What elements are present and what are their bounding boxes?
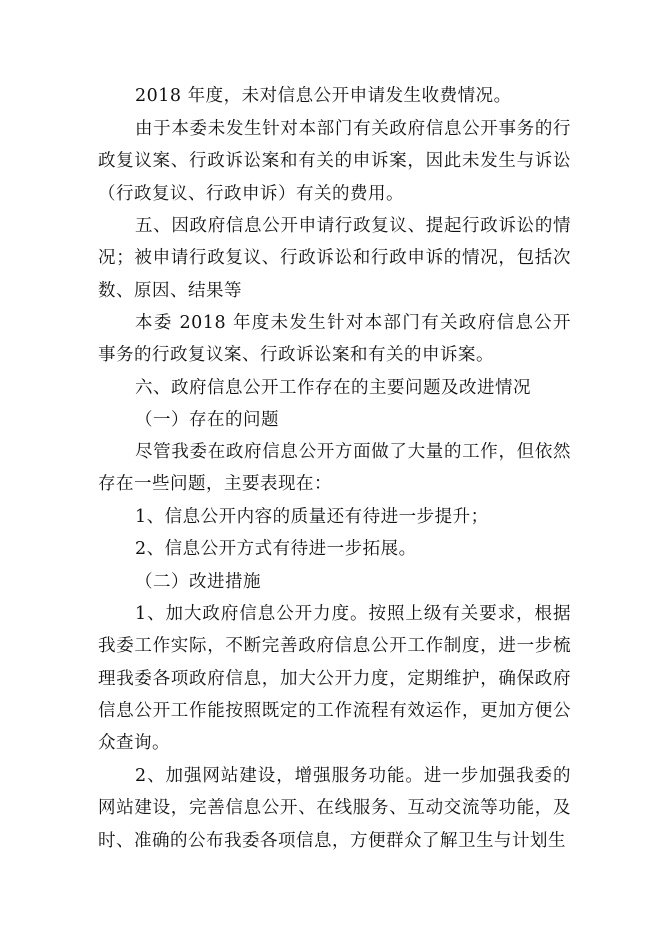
paragraph-fee-status: 2018 年度，未对信息公开申请发生收费情况。 <box>135 86 512 106</box>
section-heading-5: 五、因政府信息公开申请行政复议、提起行政诉讼的情况；被申请行政复议、行政诉讼和行政申诉的情况，包括次数、原因、结果等 <box>98 216 571 301</box>
paragraph-no-cases: 本委 2018 年度未发生针对本部门有关政府信息公开事务的行政复议案、行政诉讼案和有关的申诉案。 <box>98 313 571 366</box>
paragraph-no-costs: 由于本委未发生针对本部门有关政府信息公开事务的行政复议案、行政诉讼案和有关的申诉案，因此未发生与诉讼（行政复议、行政申诉）有关的费用。 <box>98 119 571 204</box>
subheading-problems: （一）存在的问题 <box>135 410 279 430</box>
subheading-measures: （二）改进措施 <box>135 572 261 592</box>
list-item-problem-1: 1、信息公开内容的质量还有待进一步提升； <box>135 507 489 527</box>
list-item-measure-2: 2、加强网站建设，增强服务功能。进一步加强我委的网站建设，完善信息公开、在线服务、互动交流等功能，及时、准确的公布我委各项信息，方便群众了解卫生与计划生 <box>98 766 571 851</box>
paragraph-problems-intro: 尽管我委在政府信息公开方面做了大量的工作，但依然存在一些问题，主要表现在： <box>98 442 571 495</box>
list-item-measure-1: 1、加大政府信息公开力度。按照上级有关要求，根据我委工作实际，不断完善政府信息公开工作制度，进一步梳理我委各项政府信息，加大公开力度，定期维护，确保政府信息公开工作能按照既定的工作流程有效运作，更加方便公众查询。 <box>98 604 571 754</box>
section-heading-6: 六、政府信息公开工作存在的主要问题及改进情况 <box>135 378 531 398</box>
list-item-problem-2: 2、信息公开方式有待进一步拓展。 <box>135 539 417 559</box>
